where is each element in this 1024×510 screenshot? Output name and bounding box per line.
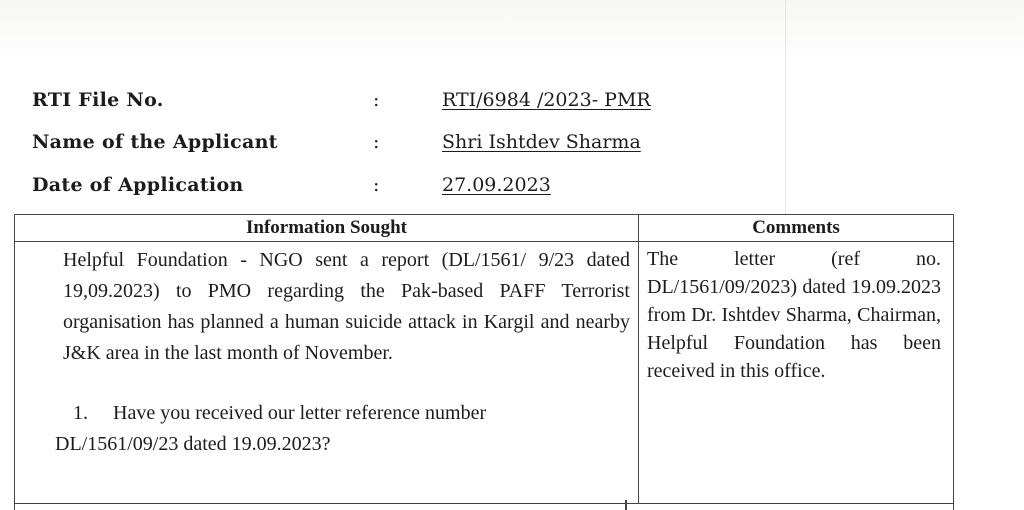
- application-date-colon: :: [373, 174, 380, 196]
- question-text: Have you received our letter reference number: [113, 402, 487, 424]
- applicant-name-colon: :: [373, 131, 380, 153]
- question-text-continued: DL/1561/09/23 dated 19.09.2023?: [55, 433, 331, 455]
- question-number: 1.: [73, 402, 88, 424]
- table-header-row: [15, 215, 954, 242]
- applicant-name-value: Shri Ishtdev Sharma: [442, 131, 641, 153]
- information-table: [14, 214, 954, 504]
- information-sought-cell: [15, 242, 639, 504]
- next-table-row-edge: [14, 500, 954, 510]
- information-sought-header: Information Sought: [15, 215, 639, 242]
- next-row-column-divider: [625, 500, 627, 510]
- information-intro-text: Helpful Foundation - NGO sent a report (DL/1561/ 9/23 dated 19,09.2023) to PMO regarding the Pak-based PAFF Terrorist organisation has planned a human suicide attack in Kargil and nearby J&K area in the last month of November.: [63, 249, 630, 364]
- comments-cell: The letter (ref no. DL/1561/09/2023) dated 19.09.2023 from Dr. Ishtdev Sharma, Chairman, Helpful Foundation has been received in this office.: [639, 242, 954, 504]
- applicant-name-label: Name of the Applicant: [32, 131, 278, 153]
- application-date-value: 27.09.2023: [442, 174, 551, 196]
- table-row: [15, 242, 954, 504]
- comments-header: Comments: [639, 215, 954, 242]
- rti-file-no-label: RTI File No.: [32, 89, 164, 111]
- paper-fold-line: [785, 0, 786, 215]
- application-date-label: Date of Application: [32, 174, 244, 196]
- rti-file-no-value: RTI/6984 /2023- PMR: [442, 89, 651, 111]
- applicant-name-row: [32, 127, 732, 157]
- rti-file-no-colon: :: [373, 89, 380, 111]
- question-1: [63, 398, 630, 429]
- application-date-row: [32, 170, 732, 200]
- rti-file-no-row: [32, 85, 732, 115]
